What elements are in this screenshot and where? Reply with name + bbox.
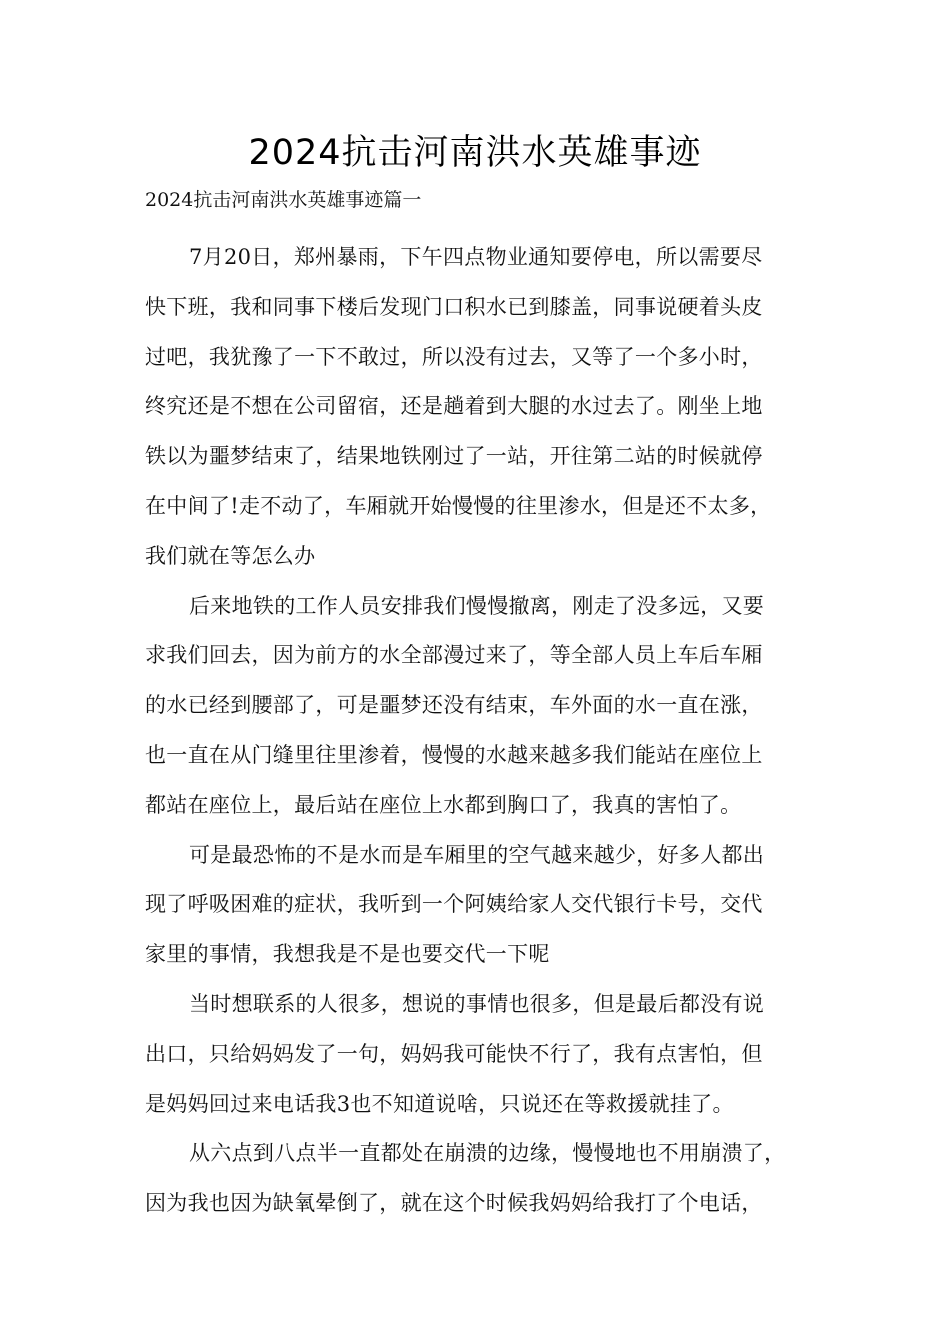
paragraph-line: 的水已经到腰部了，可是噩梦还没有结束，车外面的水一直在涨， (145, 693, 763, 718)
paragraph-line: 在中间了!走不动了，车厢就开始慢慢的往里渗水，但是还不太多， (145, 493, 772, 518)
paragraph-line: 终究还是不想在公司留宿，还是趟着到大腿的水过去了。刚坐上地 (145, 394, 763, 419)
paragraph-line: 可是最恐怖的不是水而是车厢里的空气越来越少，好多人都出 (189, 842, 765, 867)
paragraph-line: 现了呼吸困难的症状，我听到一个阿姨给家人交代银行卡号，交代 (145, 892, 763, 917)
body-paragraph (145, 233, 825, 582)
body-paragraph (145, 1129, 825, 1229)
paragraph-line: 当时想联系的人很多，想说的事情也很多，但是最后都没有说 (189, 991, 765, 1016)
paragraph-line: 是妈妈回过来电话我3也不知道说啥，只说还在等救援就挂了。 (145, 1091, 734, 1116)
document-title: 2024抗击河南洪水英雄事迹 (248, 133, 702, 173)
paragraph-line: 7月20日，郑州暴雨，下午四点物业通知要停电，所以需要尽 (189, 245, 763, 269)
body-paragraph (145, 980, 825, 1129)
body-paragraph (145, 831, 825, 980)
document-subtitle: 2024抗击河南洪水英雄事迹篇一 (145, 189, 422, 211)
paragraph-line: 也一直在从门缝里往里渗着，慢慢的水越来越多我们能站在座位上 (145, 742, 763, 767)
paragraph-line: 后来地铁的工作人员安排我们慢慢撤离，刚走了没多远，又要 (189, 593, 765, 618)
document-body (145, 233, 825, 1229)
paragraph-line: 都站在座位上，最后站在座位上水都到胸口了，我真的害怕了。 (145, 792, 742, 817)
paragraph-line: 铁以为噩梦结束了，结果地铁刚过了一站，开往第二站的时候就停 (145, 444, 763, 469)
body-paragraph (145, 582, 825, 831)
paragraph-line: 过吧，我犹豫了一下不敢过，所以没有过去，又等了一个多小时， (145, 344, 763, 369)
paragraph-line: 求我们回去，因为前方的水全部漫过来了，等全部人员上车后车厢 (145, 643, 763, 668)
paragraph-line: 从六点到八点半一直都处在崩溃的边缘，慢慢地也不用崩溃了， (189, 1141, 786, 1166)
paragraph-line: 快下班，我和同事下楼后发现门口积水已到膝盖，同事说硬着头皮 (145, 294, 763, 319)
paragraph-line: 因为我也因为缺氧晕倒了，就在这个时候我妈妈给我打了个电话， (145, 1191, 763, 1216)
paragraph-line: 我们就在等怎么办 (145, 543, 316, 568)
paragraph-line: 出口，只给妈妈发了一句，妈妈我可能快不行了，我有点害怕，但 (145, 1041, 763, 1066)
paragraph-line: 家里的事情，我想我是不是也要交代一下呢 (145, 942, 550, 967)
